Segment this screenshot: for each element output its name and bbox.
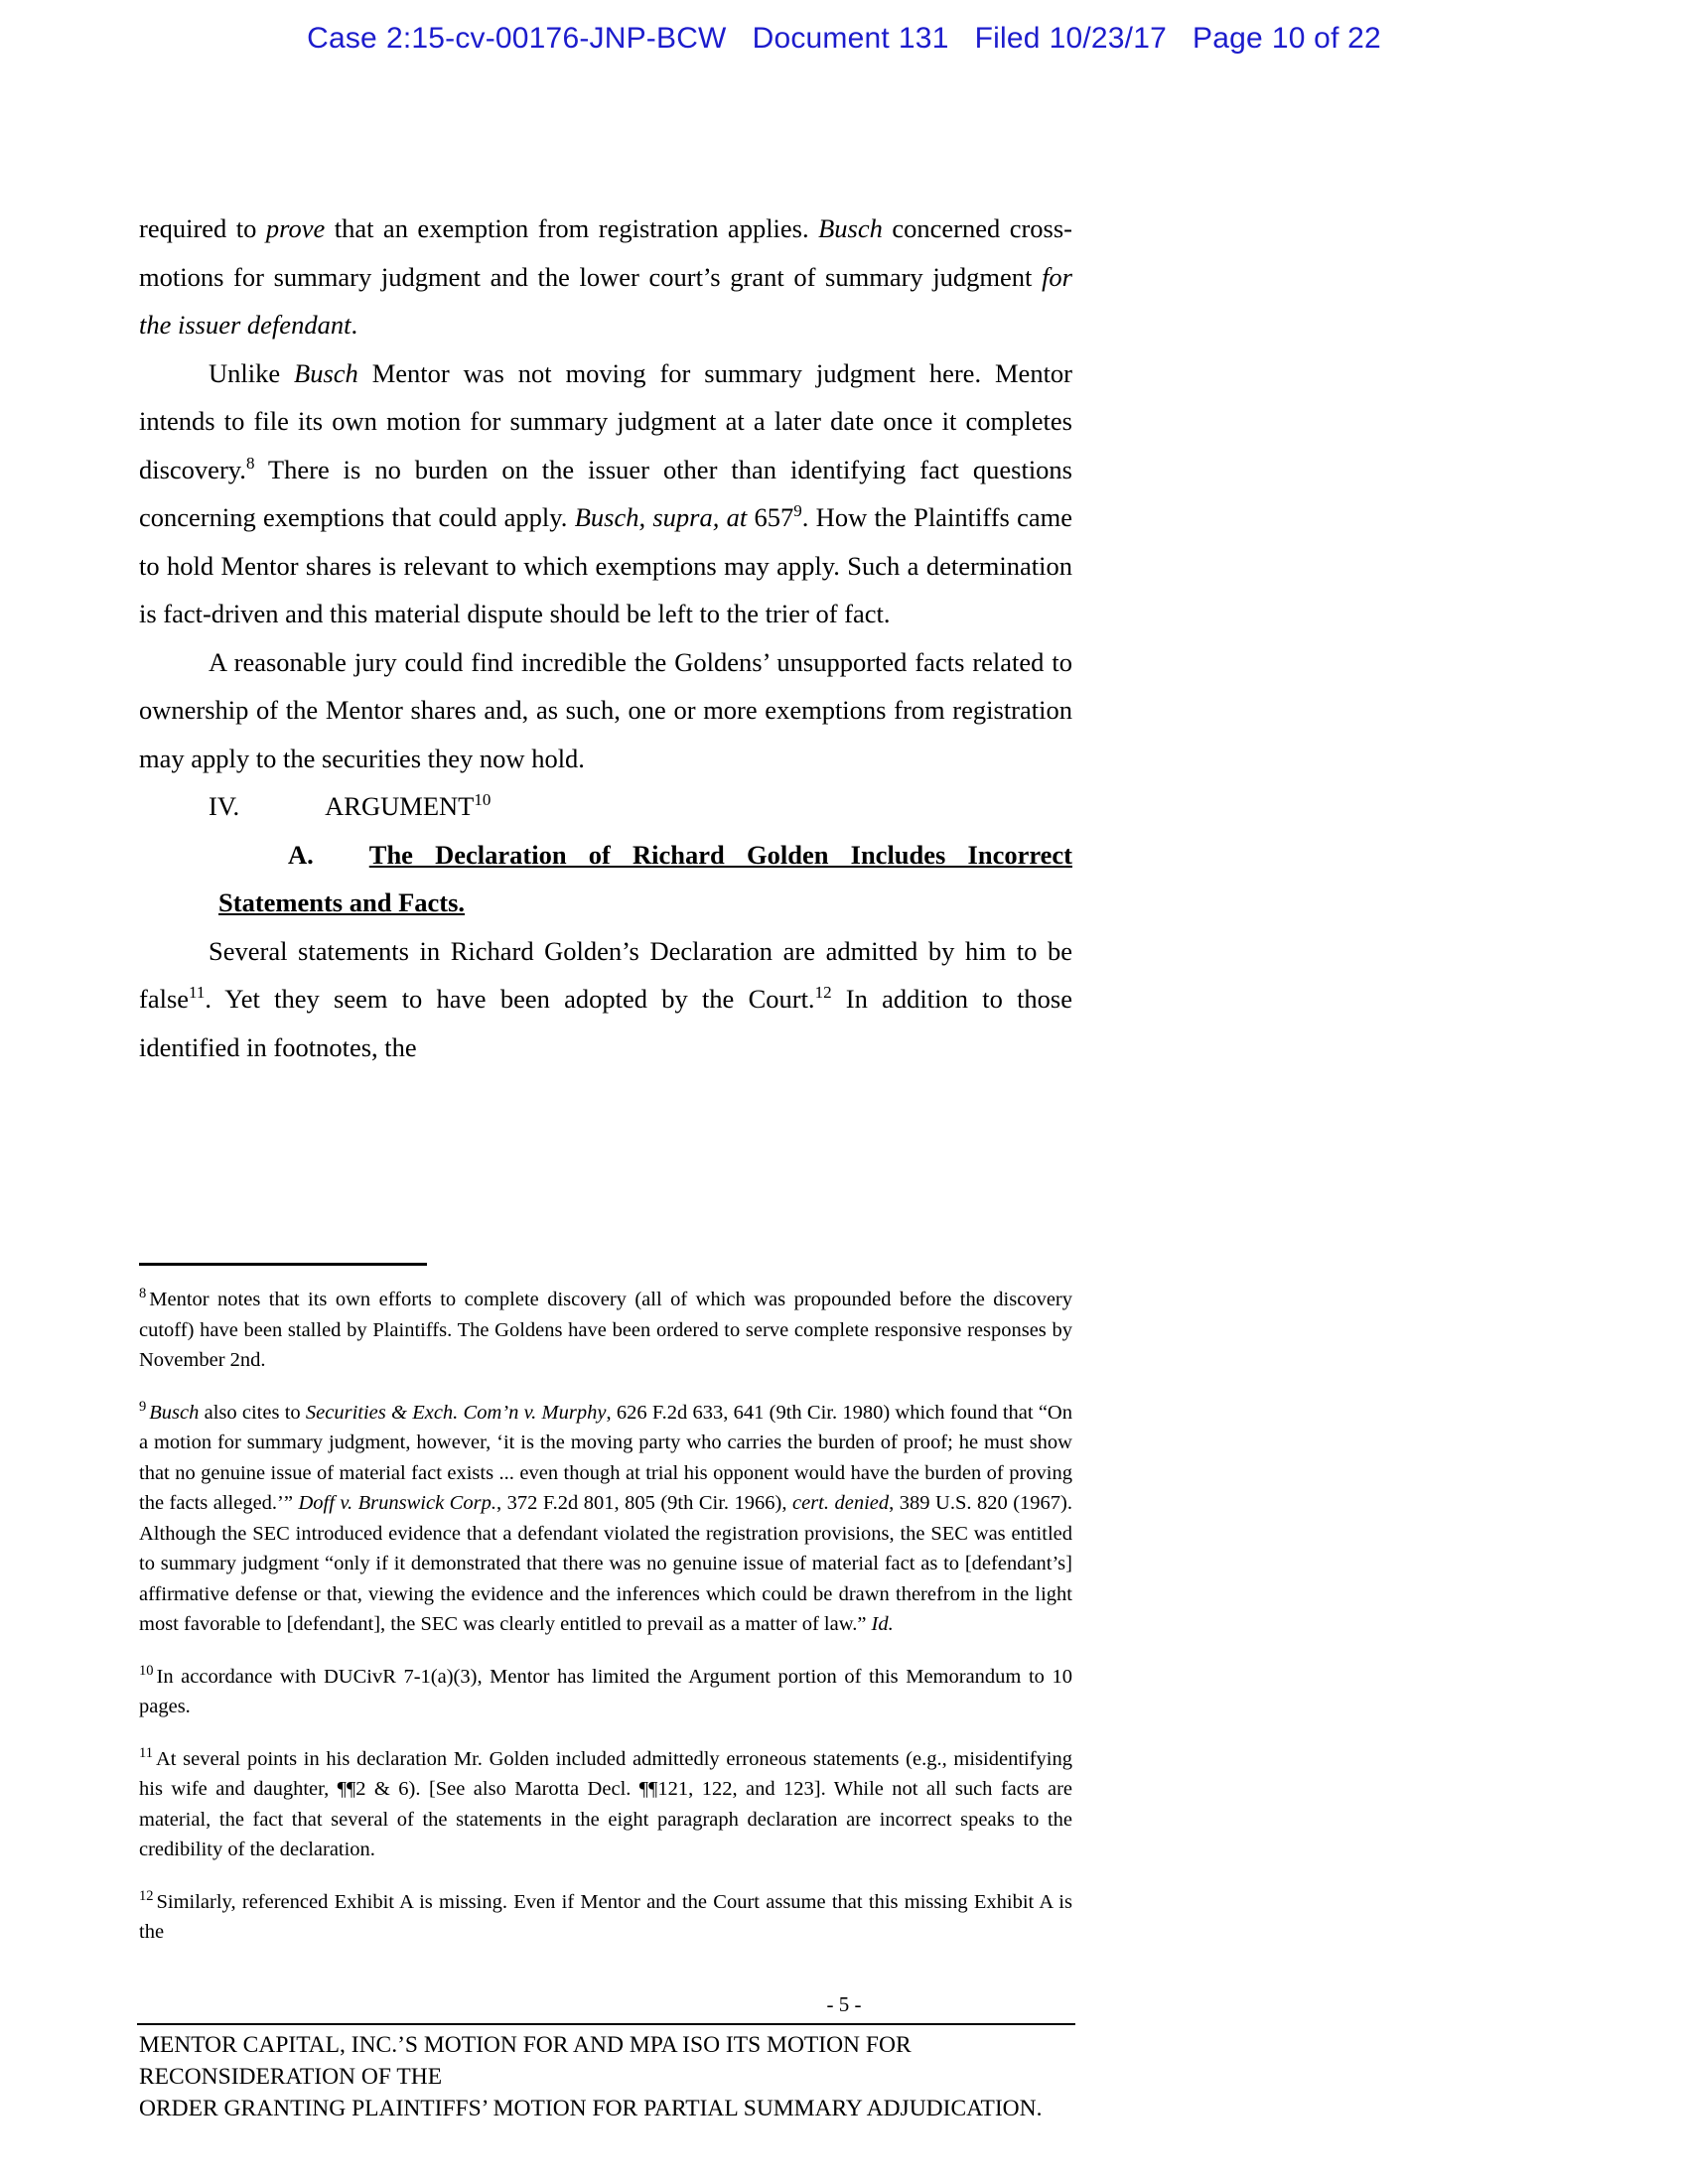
footnote-9-text: Busch also cites to Securities & Exch. Com’n v. Murphy, 626 F.2d 633, 641 (9th Cir. 1980) which found that “On a motion for summary judgment, however, ‘it is the moving party who carries the burden of proof; he must show that no genuine issue of material fact exists ... even though at trial his opponent would have the burden of proving the facts alleged.’” Doff v. Brunswick Corp., 372 F.2d 801, 805 (9th Cir. 1966), cert. denied, 389 U.S. 820 (1967). Although the SEC introduced evidence that a defendant violated the registration provisions, the SEC was entitled to summary judgment “only if it demonstrated that there was no genuine issue of material fact as to [defendant’s] affirmative defense or that, viewing the evidence and the inferences which could be drawn therefrom in the light most favorable to [defendant], the SEC was clearly entitled to prevail as a matter of law.” Id. (139, 1401, 1072, 1635)
footnote-ref-8[interactable]: 8 (245, 453, 255, 473)
case-number-stamp (307, 22, 726, 55)
footnote-separator-rule (139, 1263, 427, 1266)
footnote-11 (139, 1744, 1072, 1865)
footnote-11-text: At several points in his declaration Mr. Golden included admittedly erroneous statements (e.g., misidentifying his wife and daughter, ¶¶2 & 6). [See also Marotta Decl. ¶¶121, 122, and 123]. While not all such facts are material, the fact that several of the statements in the eight paragraph declaration are incorrect speaks to the credibility of the declaration. (139, 1747, 1072, 1860)
body-paragraph-1 (139, 205, 1072, 349)
footnote-10 (139, 1662, 1072, 1722)
para4-text-b: . Yet they seem to have been adopted by the Court. (205, 984, 815, 1014)
footnote-ref-11[interactable]: 11 (189, 983, 206, 1003)
para2-italic-busch: Busch (294, 357, 358, 388)
body-paragraph-2 (139, 349, 1072, 638)
ecf-stamp-header (0, 22, 1688, 56)
footnote-9-number: 9 (139, 1398, 147, 1415)
document-stamp (753, 22, 949, 55)
body-paragraph-4 (139, 927, 1072, 1072)
footnote-ref-12[interactable]: 12 (814, 983, 832, 1003)
footnote-12 (139, 1887, 1072, 1948)
footnote-8-text: Mentor notes that its own efforts to complete discovery (all of which was propounded before the discovery cutoff) have been stalled by Plaintiffs. The Goldens have been ordered to serve complete responsive responses by November 2nd. (139, 1289, 1072, 1371)
para2-text-e: . How the Plaintiffs came to hold Mentor shares is relevant to which exemptions may apply. Such a determination is fact-driven and this material dispute should be left to the trier of fact. (139, 502, 1073, 628)
para4-text-c: In addition to those identified in footnotes, the (139, 984, 1073, 1062)
para1-text-b: that an exemption from registration applies. (325, 213, 819, 243)
document-label: Document (752, 22, 890, 55)
para1-italic-prove: prove (265, 213, 326, 243)
argument-section-heading (139, 782, 1072, 831)
document-value: 131 (898, 22, 949, 55)
argument-numeral: IV. (209, 791, 240, 821)
para1-italic-issuer-defendant: for the issuer defendant (139, 261, 1072, 340)
footnote-12-text: Similarly, referenced Exhibit A is missing. Even if Mentor and the Court assume that this missing Exhibit A is the (139, 1890, 1072, 1943)
case-value: 2:15-cv-00176-JNP-BCW (385, 22, 727, 55)
para2-text-a: Unlike (209, 357, 295, 388)
page-value: 10 of 22 (1271, 22, 1381, 55)
para2-text-d: 657 (747, 502, 794, 532)
page-of-stamp (1193, 22, 1381, 55)
footnotes-container (139, 1285, 1072, 1948)
footnote-10-text: In accordance with DUCivR 7-1(a)(3), Mentor has limited the Argument portion of this Memorandum to 10 pages. (139, 1665, 1072, 1717)
footer-caption-line-2: ORDER GRANTING PLAINTIFFS’ MOTION FOR PARTIAL SUMMARY ADJUDICATION. (139, 2096, 1043, 2121)
footer-caption-line-1: MENTOR CAPITAL, INC.’S MOTION FOR AND MPA ISO ITS MOTION FOR RECONSIDERATION OF THE (139, 2032, 912, 2090)
footnote-9 (139, 1398, 1072, 1640)
argument-title: ARGUMENT (325, 791, 475, 821)
footer-separator-rule (137, 2023, 1075, 2025)
para1-italic-busch: Busch (818, 213, 883, 243)
footnote-8-number: 8 (139, 1286, 147, 1302)
footnote-ref-9[interactable]: 9 (793, 501, 802, 521)
para2-italic-busch-supra: Busch, supra, at (574, 502, 748, 532)
page-label: Page (1193, 22, 1263, 55)
body-paragraph-3: A reasonable jury could find incredible the Goldens’ unsupported facts related to ownership of the Mentor shares and, as such, one or more exemptions from registration may apply to the securities they now hold. (139, 646, 1072, 773)
footnote-12-number: 12 (139, 1887, 154, 1904)
footnote-11-number: 11 (139, 1744, 153, 1761)
page-number: - 5 - (826, 1992, 862, 2016)
subsection-a-letter: A. (288, 839, 314, 870)
para2-text-c: There is no burden on the issuer other than identifying fact questions concerning exemptions that could apply. (139, 454, 1072, 532)
document-body (139, 205, 1072, 1071)
case-label: Case (307, 22, 377, 55)
footnote-8 (139, 1285, 1072, 1376)
filed-value: 10/23/17 (1049, 22, 1167, 55)
para1-text-d: . (351, 310, 358, 340)
filed-label: Filed (974, 22, 1041, 55)
footnote-10-number: 10 (139, 1662, 154, 1679)
footer-caption (139, 2029, 1082, 2124)
subsection-a-title: The Declaration of Richard Golden Includes Incorrect Statements and Facts. (218, 839, 1072, 917)
para4-text-a: Several statements in Richard Golden’s Declaration are admitted by him to be false (139, 935, 1072, 1014)
para1-text-a: required to (139, 213, 266, 243)
subsection-a-heading (139, 831, 1072, 927)
para1-text-c: concerned cross-motions for summary judgment and the lower court’s grant of summary judgment (139, 213, 1072, 292)
filed-date-stamp (975, 22, 1167, 55)
footnote-ref-10[interactable]: 10 (474, 790, 492, 810)
para2-text-b: Mentor was not moving for summary judgment here. Mentor intends to file its own motion for summary judgment at a later date once it completes discovery. (139, 357, 1073, 484)
